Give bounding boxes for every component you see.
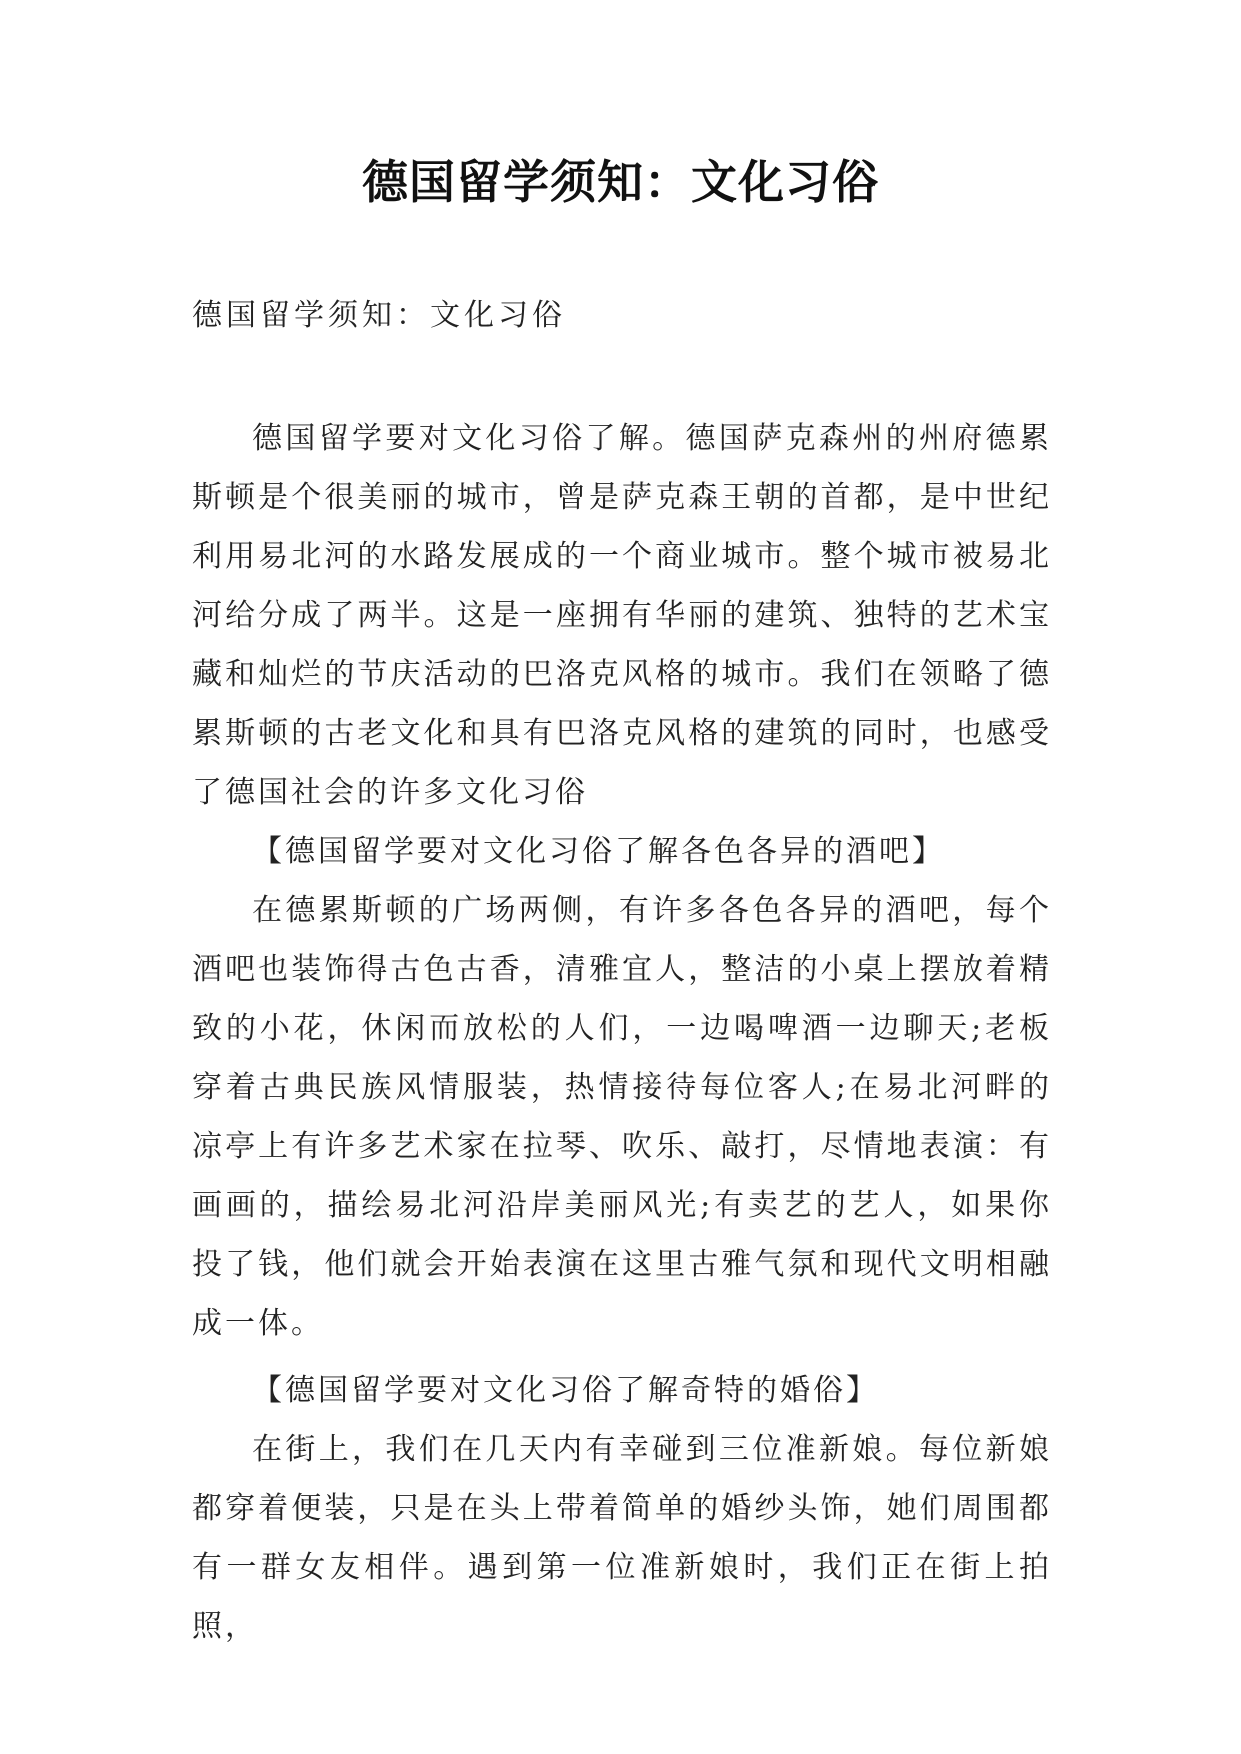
section-heading-bars: 【德国留学要对文化习俗了解各色各异的酒吧】 bbox=[252, 834, 945, 869]
document-subtitle: 德国留学须知：文化习俗 bbox=[192, 298, 566, 333]
paragraph-wedding: 在街上，我们在几天内有幸碰到三位准新娘。每位新娘都穿着便装，只是在头上带着简单的婚纱头饰，她们周围都有一群女友相伴。遇到第一位准新娘时，我们正在街上拍照， bbox=[192, 1432, 1052, 1644]
section-heading-wedding: 【德国留学要对文化习俗了解奇特的婚俗】 bbox=[252, 1373, 879, 1408]
paragraph-bars: 在德累斯顿的广场两侧，有许多各色各异的酒吧，每个酒吧也装饰得古色古香，清雅宜人，整洁的小桌上摆放着精致的小花，休闲而放松的人们，一边喝啤酒一边聊天;老板穿着古典民族风情服装，热情接待每位客人;在易北河畔的凉亭上有许多艺术家在拉琴、吹乐、敲打，尽情地表演：有画画的，描绘易北河沿岸美丽风光;有卖艺的艺人，如果你投了钱，他们就会开始表演在这里古雅气氛和现代文明相融成一体。 bbox=[192, 893, 1052, 1341]
document-body bbox=[192, 409, 1052, 1656]
paragraph-intro: 德国留学要对文化习俗了解。德国萨克森州的州府德累斯顿是个很美丽的城市，曾是萨克森王朝的首都，是中世纪利用易北河的水路发展成的一个商业城市。整个城市被易北河给分成了两半。这是一座拥有华丽的建筑、独特的艺术宝藏和灿烂的节庆活动的巴洛克风格的城市。我们在领略了德累斯顿的古老文化和具有巴洛克风格的建筑的同时，也感受了德国社会的许多文化习俗 bbox=[192, 421, 1052, 810]
document-title: 德国留学须知：文化习俗 bbox=[362, 155, 879, 209]
